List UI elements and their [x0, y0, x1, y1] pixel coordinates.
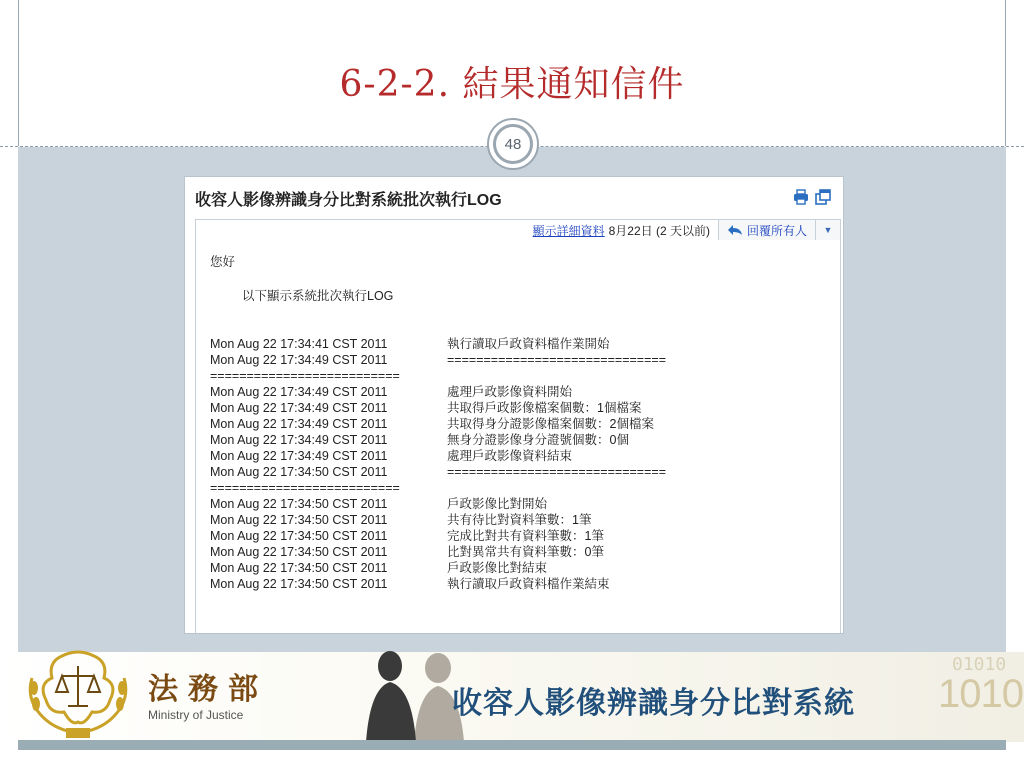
log-message: 完成比對共有資料筆數：1筆 — [447, 529, 604, 543]
log-timestamp: Mon Aug 22 17:34:50 CST 2011 — [210, 545, 388, 559]
log-line — [210, 560, 840, 576]
page-number: 48 — [493, 124, 533, 164]
log-timestamp: ========================== — [210, 369, 400, 383]
log-message: 執行讀取戶政資料檔作業結束 — [447, 577, 610, 591]
new-window-icon[interactable] — [815, 189, 831, 205]
binary-decoration-small: 01010 — [952, 654, 1007, 675]
log-timestamp: Mon Aug 22 17:34:49 CST 2011 — [210, 417, 388, 431]
ministry-name-cn: 法務部 — [148, 672, 268, 707]
slide-title: 6-2-2. 結果通知信件 — [339, 64, 685, 105]
log-line — [210, 432, 840, 448]
log-line — [210, 512, 840, 528]
log-timestamp: ========================== — [210, 481, 400, 495]
chevron-down-icon: ▼ — [823, 225, 833, 235]
log-line — [210, 336, 840, 352]
log-message: ============================== — [447, 353, 666, 367]
log-line — [210, 576, 840, 592]
log-line — [210, 544, 840, 560]
email-subject: 收容人影像辨識身分比對系統批次執行LOG — [195, 192, 502, 209]
log-timestamp: Mon Aug 22 17:34:49 CST 2011 — [210, 353, 388, 367]
log-list — [210, 336, 840, 592]
log-message: 處理戶政影像資料結束 — [447, 449, 573, 463]
log-line — [210, 528, 840, 544]
log-timestamp: Mon Aug 22 17:34:50 CST 2011 — [210, 529, 388, 543]
log-message: 比對異常共有資料筆數：0筆 — [447, 545, 604, 559]
log-timestamp: Mon Aug 22 17:34:50 CST 2011 — [210, 465, 388, 479]
log-line — [210, 448, 840, 464]
log-message: 戶政影像比對開始 — [447, 497, 548, 511]
show-details-link[interactable]: 顯示詳細資料 — [532, 223, 605, 238]
greeting-text: 您好 — [210, 255, 236, 269]
binary-decoration-large: 1010 — [938, 672, 1023, 716]
message-header — [533, 220, 840, 240]
log-line — [210, 416, 840, 432]
log-timestamp: Mon Aug 22 17:34:50 CST 2011 — [210, 577, 388, 591]
log-message: 戶政影像比對結束 — [447, 561, 548, 575]
email-message-panel — [184, 176, 844, 634]
log-message: 處理戶政影像資料開始 — [447, 385, 573, 399]
log-line — [210, 464, 840, 480]
log-line — [210, 496, 840, 512]
print-icon[interactable] — [793, 189, 809, 205]
log-line — [210, 384, 840, 400]
footer-bar — [18, 740, 1006, 750]
intro-text: 以下顯示系統批次執行LOG — [242, 289, 394, 303]
reply-all-label: 回覆所有人 — [746, 223, 807, 238]
log-timestamp: Mon Aug 22 17:34:49 CST 2011 — [210, 449, 388, 463]
log-line — [210, 480, 840, 496]
log-message: ============================== — [447, 465, 666, 479]
page-number-badge — [487, 118, 539, 170]
log-line — [210, 400, 840, 416]
log-timestamp: Mon Aug 22 17:34:50 CST 2011 — [210, 497, 388, 511]
ministry-name-en: Ministry of Justice — [148, 708, 244, 722]
log-timestamp: Mon Aug 22 17:34:49 CST 2011 — [210, 433, 388, 447]
ministry-emblem-icon — [22, 648, 134, 740]
log-line — [210, 352, 840, 368]
message-date: 8月22日 (2 天以前) — [608, 223, 710, 238]
log-timestamp: Mon Aug 22 17:34:49 CST 2011 — [210, 401, 388, 415]
message-box — [195, 219, 841, 633]
log-message: 共有待比對資料筆數：1筆 — [447, 513, 592, 527]
log-timestamp: Mon Aug 22 17:34:50 CST 2011 — [210, 561, 388, 575]
log-timestamp: Mon Aug 22 17:34:49 CST 2011 — [210, 385, 388, 399]
system-name: 收容人影像辨識身分比對系統 — [452, 686, 855, 721]
log-message: 無身分證影像身分證號個數：0個 — [447, 433, 629, 447]
log-line — [210, 368, 840, 384]
reply-all-button[interactable] — [718, 220, 815, 240]
log-timestamp: Mon Aug 22 17:34:50 CST 2011 — [210, 513, 388, 527]
more-options-button[interactable] — [815, 220, 840, 240]
log-message: 共取得身分證影像檔案個數：2個檔案 — [447, 417, 654, 431]
reply-all-icon — [727, 224, 743, 236]
log-message: 共取得戶政影像檔案個數：1個檔案 — [447, 401, 642, 415]
log-timestamp: Mon Aug 22 17:34:41 CST 2011 — [210, 337, 388, 351]
log-message: 執行讀取戶政資料檔作業開始 — [447, 337, 610, 351]
